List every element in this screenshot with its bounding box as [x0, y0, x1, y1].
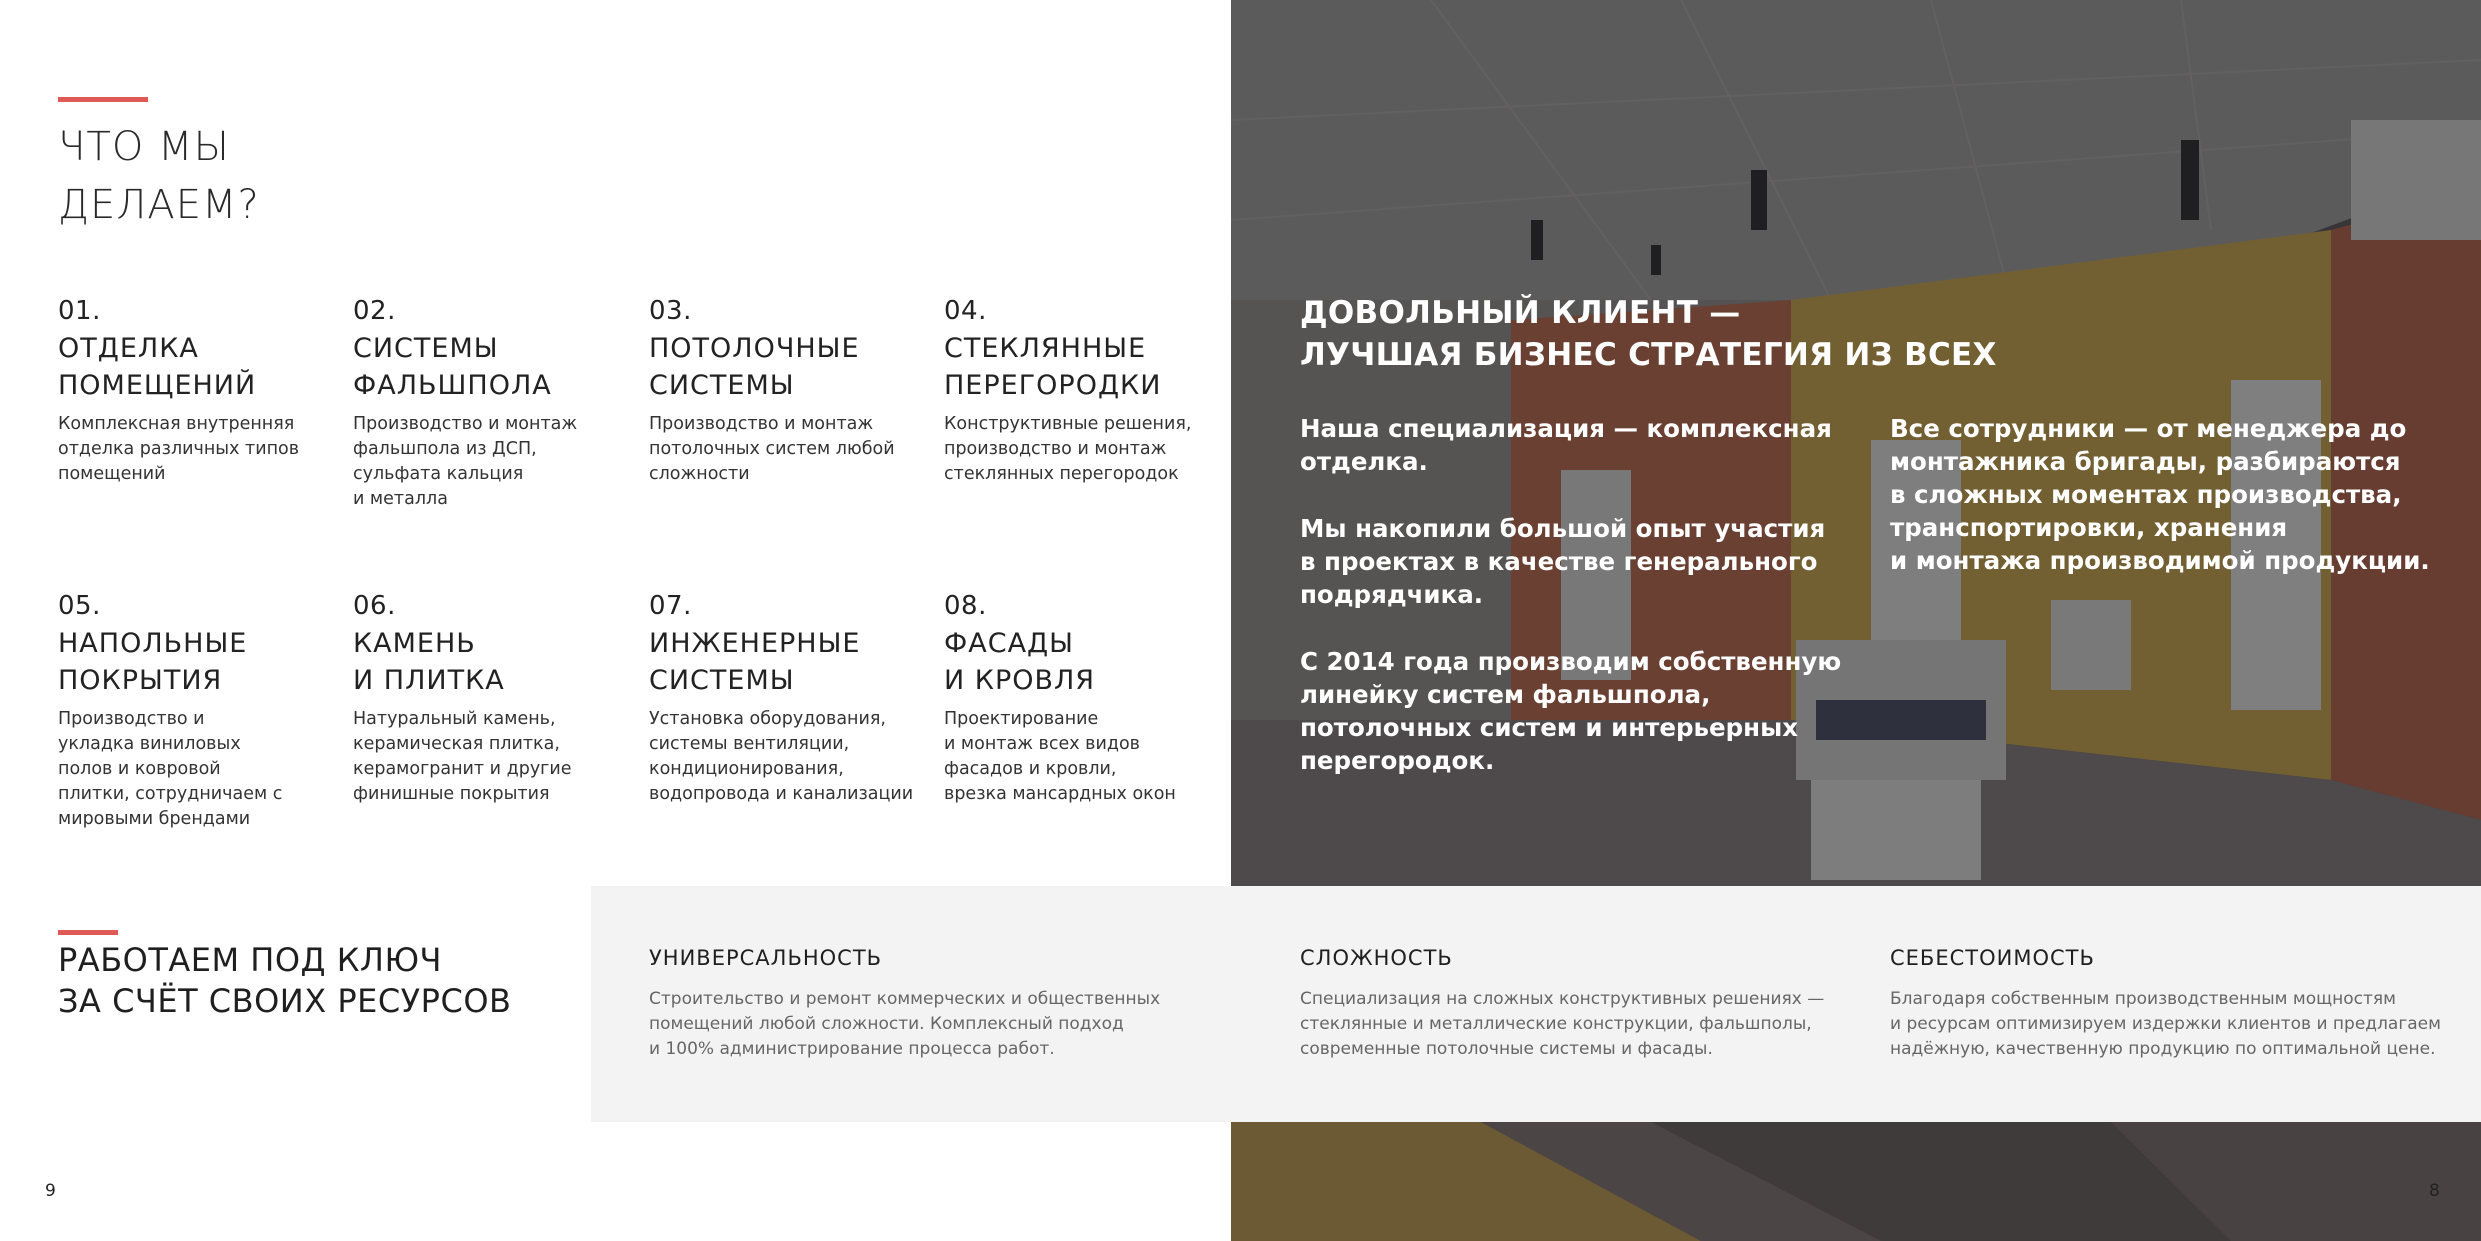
title-accent-line: [58, 97, 148, 102]
service-number: 08.: [944, 591, 987, 621]
service-desc-line: плитки, сотрудничаем с: [58, 784, 283, 804]
service-title: [944, 330, 1214, 404]
service-item-01: [58, 293, 328, 487]
service-description: [944, 412, 1214, 487]
paragraph-line: Мы накопили большой опыт участия: [1300, 514, 1826, 543]
service-title: [58, 625, 328, 699]
service-description: [353, 707, 623, 807]
service-title-line: СТЕКЛЯННЫЕ: [944, 333, 1147, 364]
floor-photo: [1231, 1122, 2481, 1241]
service-desc-line: мировыми брендами: [58, 809, 251, 829]
service-number: 02.: [353, 296, 396, 326]
service-desc-line: Комплексная внутренняя: [58, 414, 295, 434]
paragraph-line: транспортировки, хранения: [1890, 513, 2288, 542]
service-description: [58, 412, 328, 487]
paragraph-line: монтажника бригады, разбираются: [1890, 447, 2401, 476]
service-title-line: ИНЖЕНЕРНЫЕ: [649, 628, 861, 659]
service-desc-line: Производство и монтаж: [649, 414, 874, 434]
service-desc-line: стеклянных перегородок: [944, 464, 1179, 484]
paragraph-line: Наша специализация — комплексная: [1300, 414, 1832, 443]
service-title: [353, 330, 623, 404]
service-number: 04.: [944, 296, 987, 326]
service-number: 03.: [649, 296, 692, 326]
service-description: [58, 707, 328, 832]
service-title-line: СИСТЕМЫ: [353, 333, 499, 364]
service-title-line: СИСТЕМЫ: [649, 370, 795, 401]
feature-title: СЕБЕСТОИМОСТЬ: [1890, 946, 2095, 970]
service-desc-line: Конструктивные решения,: [944, 414, 1192, 434]
feature-desc-line: помещений любой сложности. Комплексный подход: [649, 1014, 1124, 1034]
service-description: [944, 707, 1214, 807]
service-desc-line: кондиционирования,: [649, 759, 844, 779]
feature-desc-line: Благодаря собственным производственным мощностям: [1890, 989, 2396, 1009]
client-heading-line: ЛУЧШАЯ БИЗНЕС СТРАТЕГИЯ ИЗ ВСЕХ: [1300, 337, 1997, 373]
paragraph-line: Все сотрудники — от менеджера до: [1890, 414, 2407, 443]
service-title-line: ФАЛЬШПОЛА: [353, 370, 552, 401]
service-desc-line: Производство и монтаж: [353, 414, 578, 434]
feature-cost: [1890, 945, 2441, 1062]
service-item-07: [649, 588, 919, 807]
service-number: 06.: [353, 591, 396, 621]
specialization-paragraph: [1300, 412, 1832, 478]
paragraph-line: в сложных моментах производства,: [1890, 480, 2402, 509]
service-item-04: [944, 293, 1214, 487]
experience-paragraph: [1300, 512, 1825, 611]
service-desc-line: сульфата кальция: [353, 464, 524, 484]
page-title-line: ДЕЛАЕМ?: [58, 182, 260, 228]
service-desc-line: фальшпола из ДСП,: [353, 439, 537, 459]
service-title-line: ПОТОЛОЧНЫЕ: [649, 333, 860, 364]
page-number-left: 9: [45, 1181, 56, 1201]
paragraph-line: отделка.: [1300, 447, 1428, 476]
service-desc-line: потолочных систем любой: [649, 439, 895, 459]
service-title-line: ПОМЕЩЕНИЙ: [58, 370, 257, 401]
service-desc-line: врезка мансардных окон: [944, 784, 1176, 804]
service-desc-line: Производство и: [58, 709, 205, 729]
service-desc-line: производство и монтаж: [944, 439, 1167, 459]
client-heading-line: ДОВОЛЬНЫЙ КЛИЕНТ —: [1300, 295, 1741, 331]
service-desc-line: и металла: [353, 489, 448, 509]
feature-desc-line: Строительство и ремонт коммерческих и общественных: [649, 989, 1161, 1009]
service-title-line: И ПЛИТКА: [353, 665, 505, 696]
feature-universality: [649, 945, 1160, 1062]
service-desc-line: и монтаж всех видов: [944, 734, 1140, 754]
service-desc-line: керамическая плитка,: [353, 734, 560, 754]
service-description: [353, 412, 623, 512]
service-desc-line: системы вентиляции,: [649, 734, 850, 754]
service-desc-line: отделка различных типов: [58, 439, 300, 459]
feature-desc-line: надёжную, качественную продукцию по оптимальной цене.: [1890, 1039, 2436, 1059]
service-title-line: ФАСАДЫ: [944, 628, 1074, 659]
paragraph-line: перегородок.: [1300, 746, 1495, 775]
feature-desc-line: современные потолочные системы и фасады.: [1300, 1039, 1713, 1059]
paragraph-line: С 2014 года производим собственную: [1300, 647, 1842, 676]
feature-desc-line: стеклянные и металлические конструкции, фальшполы,: [1300, 1014, 1812, 1034]
feature-desc-line: и ресурсам оптимизируем издержки клиентов и предлагаем: [1890, 1014, 2441, 1034]
page-title-line: ЧТО МЫ: [58, 124, 230, 170]
client-heading: [1300, 292, 1997, 376]
service-item-05: [58, 588, 328, 832]
service-number: 05.: [58, 591, 101, 621]
service-item-06: [353, 588, 623, 807]
service-desc-line: полов и ковровой: [58, 759, 221, 779]
service-title-line: НАПОЛЬНЫЕ: [58, 628, 248, 659]
service-desc-line: помещений: [58, 464, 166, 484]
service-desc-line: Проектирование: [944, 709, 1099, 729]
service-description: [649, 412, 919, 487]
service-title: [58, 330, 328, 404]
turnkey-title: [58, 940, 511, 1022]
service-desc-line: сложности: [649, 464, 750, 484]
service-number: 07.: [649, 591, 692, 621]
page-title: [58, 118, 260, 234]
service-title: [649, 330, 919, 404]
feature-description: [1890, 987, 2441, 1062]
service-desc-line: финишные покрытия: [353, 784, 550, 804]
service-title: [944, 625, 1214, 699]
service-item-08: [944, 588, 1214, 807]
service-desc-line: керамогранит и другие: [353, 759, 572, 779]
service-title: [353, 625, 623, 699]
paragraph-line: в проектах в качестве генерального: [1300, 547, 1818, 576]
service-desc-line: фасадов и кровли,: [944, 759, 1117, 779]
service-title-line: ПОКРЫТИЯ: [58, 665, 223, 696]
service-title: [649, 625, 919, 699]
service-desc-line: Установка оборудования,: [649, 709, 886, 729]
service-item-03: [649, 293, 919, 487]
paragraph-line: и монтажа производимой продукции.: [1890, 546, 2430, 575]
service-title-line: КАМЕНЬ: [353, 628, 476, 659]
service-number: 01.: [58, 296, 101, 326]
floor-illustration: [1231, 1122, 2481, 1241]
paragraph-line: линейку систем фальшпола,: [1300, 680, 1711, 709]
feature-desc-line: Специализация на сложных конструктивных решениях —: [1300, 989, 1825, 1009]
service-desc-line: укладка виниловых: [58, 734, 241, 754]
service-title-line: И КРОВЛЯ: [944, 665, 1096, 696]
feature-desc-line: и 100% администрирование процесса работ.: [649, 1039, 1055, 1059]
turnkey-title-line: РАБОТАЕМ ПОД КЛЮЧ: [58, 941, 442, 979]
staff-paragraph: [1890, 412, 2430, 577]
service-desc-line: водопровода и канализации: [649, 784, 914, 804]
service-title-line: ОТДЕЛКА: [58, 333, 199, 364]
service-item-02: [353, 293, 623, 512]
service-title-line: СИСТЕМЫ: [649, 665, 795, 696]
service-desc-line: Натуральный камень,: [353, 709, 556, 729]
production-paragraph: [1300, 645, 1841, 777]
feature-title: СЛОЖНОСТЬ: [1300, 946, 1453, 970]
paragraph-line: потолочных систем и интерьерных: [1300, 713, 1799, 742]
feature-complexity: [1300, 945, 1824, 1062]
turnkey-title-line: ЗА СЧЁТ СВОИХ РЕСУРСОВ: [58, 982, 512, 1020]
feature-title: УНИВЕРСАЛЬНОСТЬ: [649, 946, 883, 970]
feature-description: [649, 987, 1160, 1062]
feature-description: [1300, 987, 1824, 1062]
paragraph-line: подрядчика.: [1300, 580, 1484, 609]
service-description: [649, 707, 919, 807]
service-title-line: ПЕРЕГОРОДКИ: [944, 370, 1162, 401]
page-number-right: 8: [2429, 1181, 2440, 1201]
turnkey-accent-line: [58, 930, 118, 935]
